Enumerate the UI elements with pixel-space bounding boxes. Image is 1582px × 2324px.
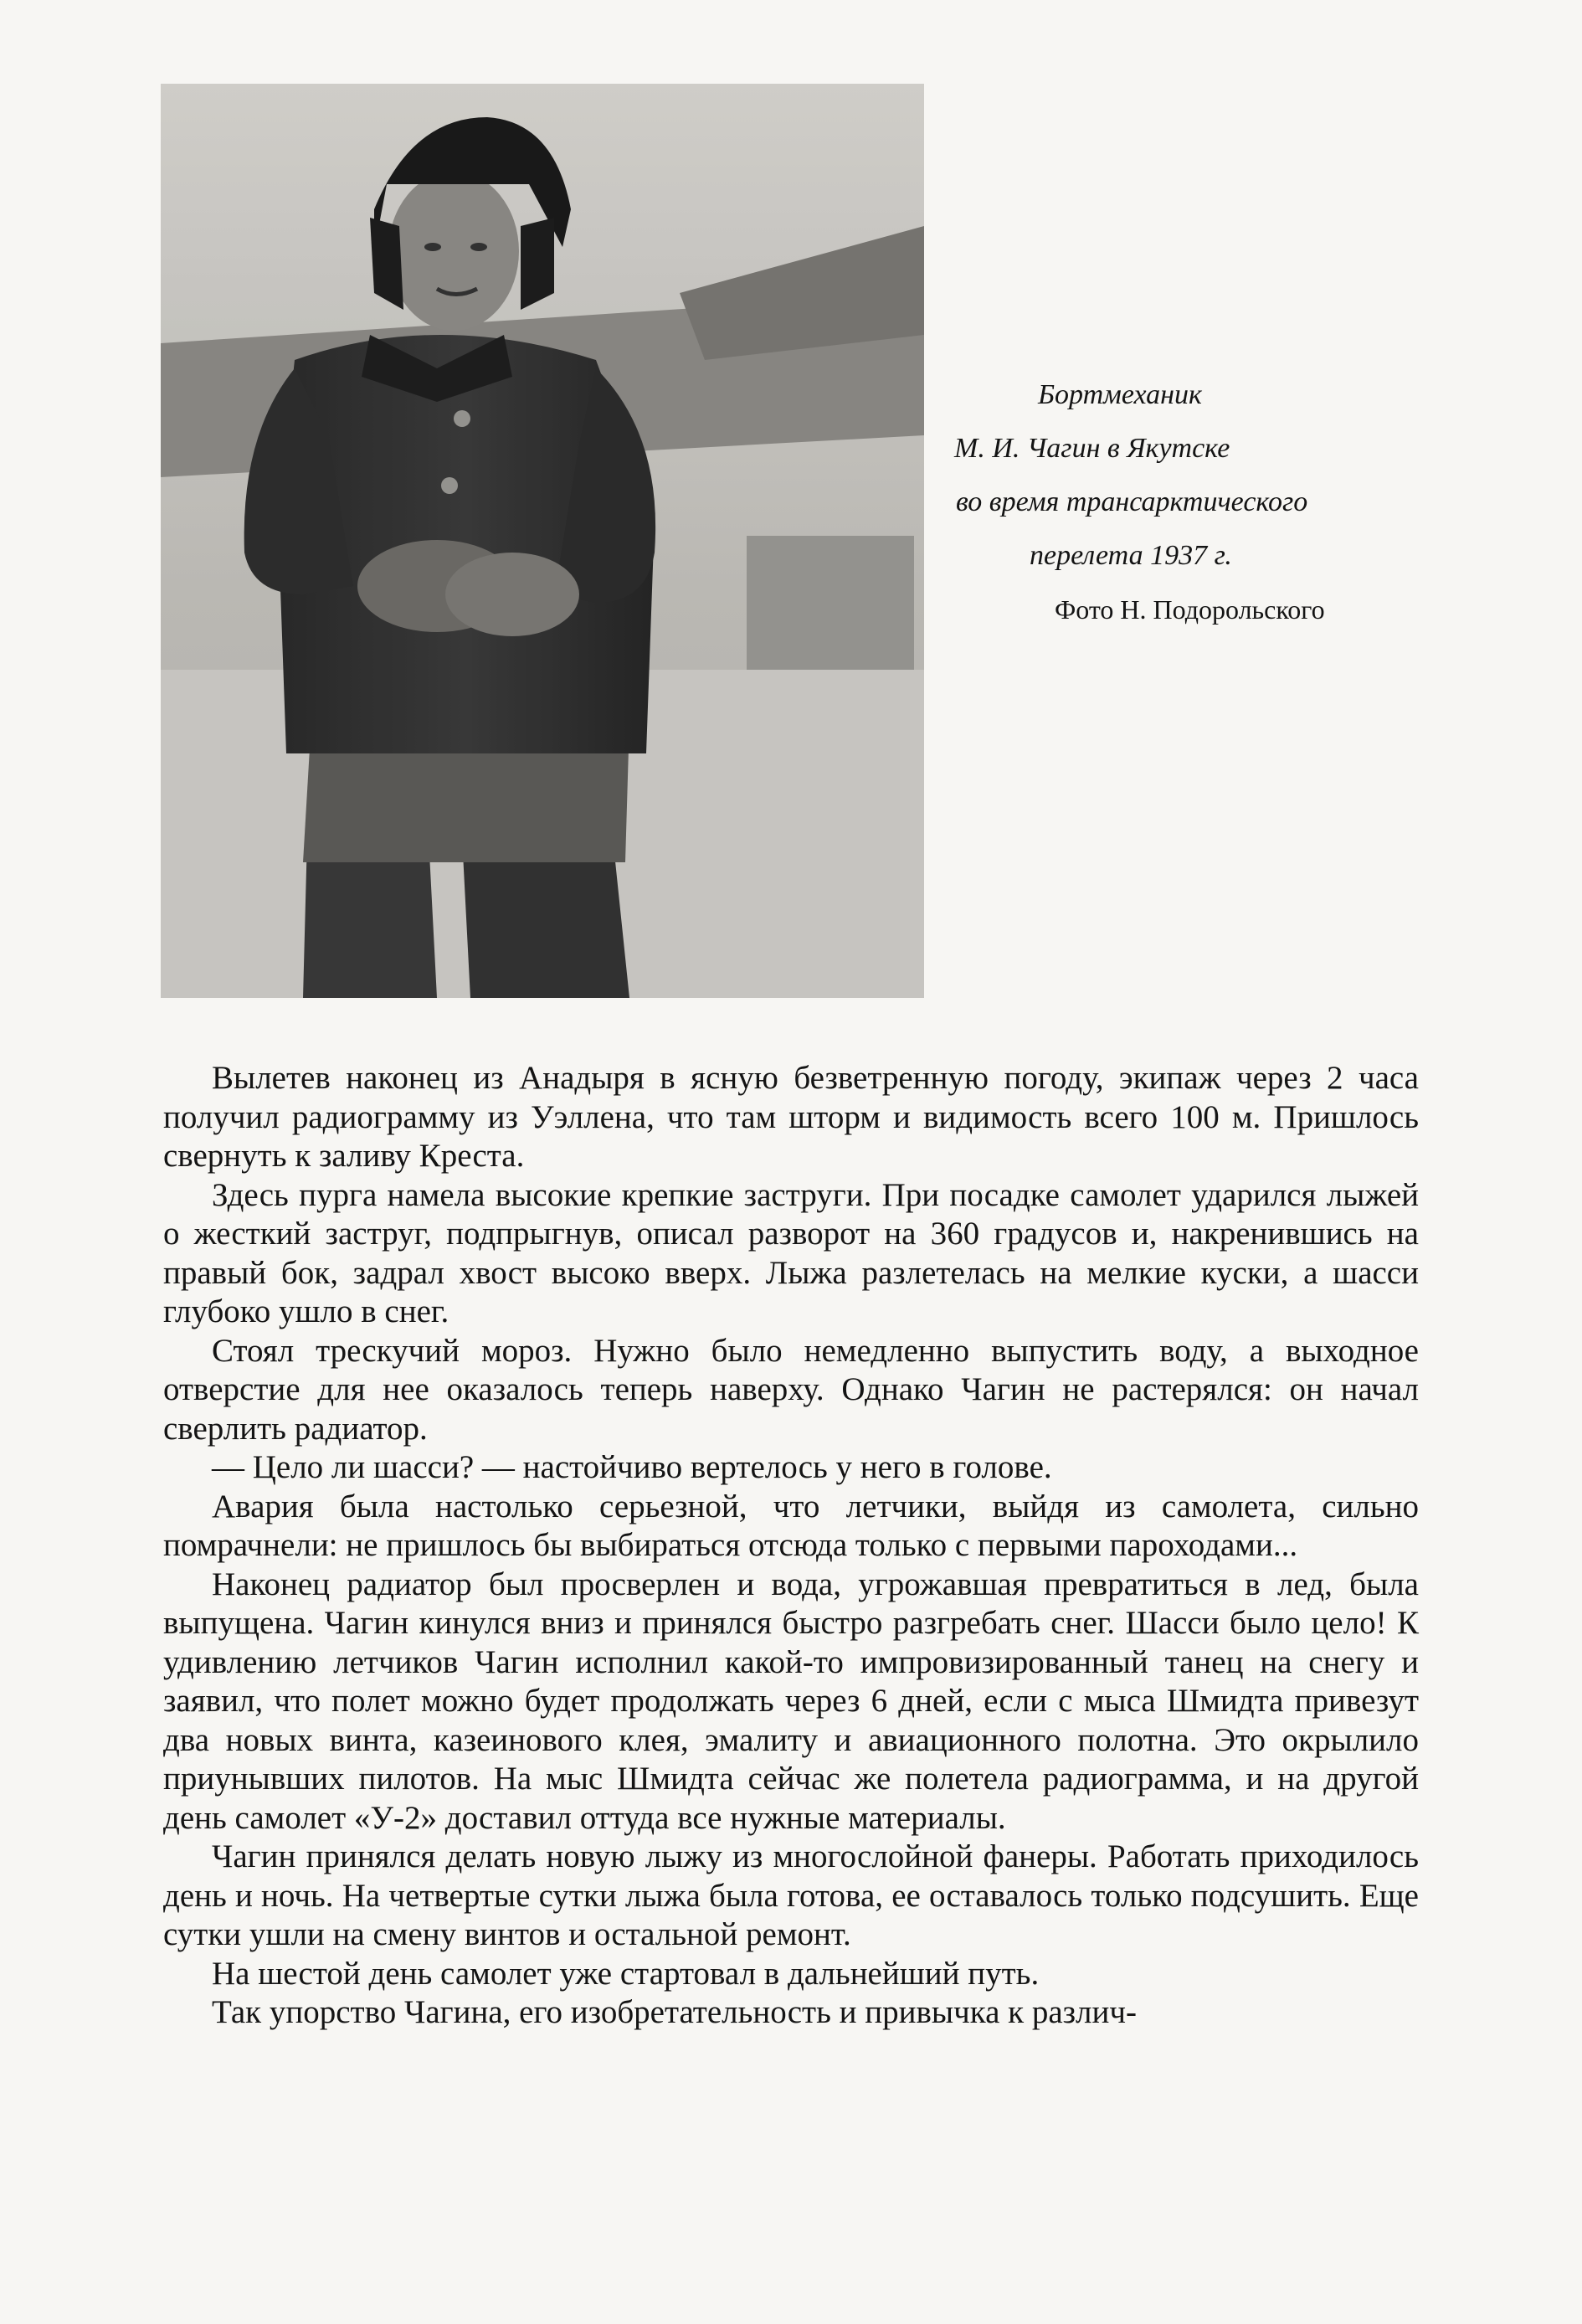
portrait-photo [161,84,924,998]
caption-photo-credit: Фото Н. Подорольского [1055,594,1325,625]
caption-line-event: во время трансарктического [956,486,1308,517]
paragraph: На шестой день самолет уже стартовал в дальнейший путь. [212,1955,1040,1992]
paragraph: Так упорство Чагина, его изобретательность и привычка к различ- [212,1994,1137,2030]
paragraph: Чагин принялся делать новую лыжу из многослойной фанеры. Работать приходилось день и ночь. На четвертые сутки лыжа была готова, ее оставалось только подсушить. Еще сутки ушли на смену винтов и остальной ремонт. [163,1838,1419,1952]
photo-caption [946,368,1482,636]
portrait-photo-icon [161,84,924,998]
paragraph: Стоял трескучий мороз. Нужно было немедленно выпустить воду, а выходное отверстие для нее оказалось теперь наверху. Однако Чагин не растерялся: он начал сверлить радиатор. [163,1332,1419,1447]
body-text [163,1059,1419,2033]
paragraph: Здесь пурга намела высокие крепкие заструги. При посадке самолет ударился лыжей о жесткий заструг, подпрыгнув, описал разворот на 360 градусов и, накренившись на правый бок, задрал хвост высоко вверх. Лыжа разлетелась на мелкие куски, а шасси глубоко ушло в снег. [163,1176,1419,1329]
paragraph: Наконец радиатор был просверлен и вода, угрожавшая превратиться в лед, была выпущена. Чагин кинулся вниз и принялся быстро разгребать снег. Шасси было цело! К удивлению летчиков Чагин исполнил какой-то импровизированный танец на снегу и заявил, что полет можно будет продолжать через 6 дней, если с мыса Шмидта привезут два новых винта, казеинового клея, эмалиту и авиационного полотна. Это окрылило приунывших пилотов. На мыс Шмидта сейчас же полетела радиограмма, и на другой день самолет «У-2» доставил оттуда все нужные материалы. [163,1566,1419,1836]
paragraph: Вылетев наконец из Анадыря в ясную безветренную погоду, экипаж через 2 часа получил радиограмму из Уэллена, что там шторм и видимость всего 100 м. Пришлось свернуть к заливу Креста. [163,1060,1419,1174]
caption-line-name: М. И. Чагин в Якутске [954,433,1230,464]
caption-line-title: Бортмеханик [1038,379,1202,410]
paragraph: Авария была настолько серьезной, что летчики, выйдя из самолета, сильно помрачнели: не пришлось бы выбираться отсюда только с первыми пароходами... [163,1488,1419,1563]
paragraph: — Цело ли шасси? — настойчиво вертелось у него в голове. [212,1449,1052,1485]
caption-line-year: перелета 1937 г. [1030,540,1232,571]
